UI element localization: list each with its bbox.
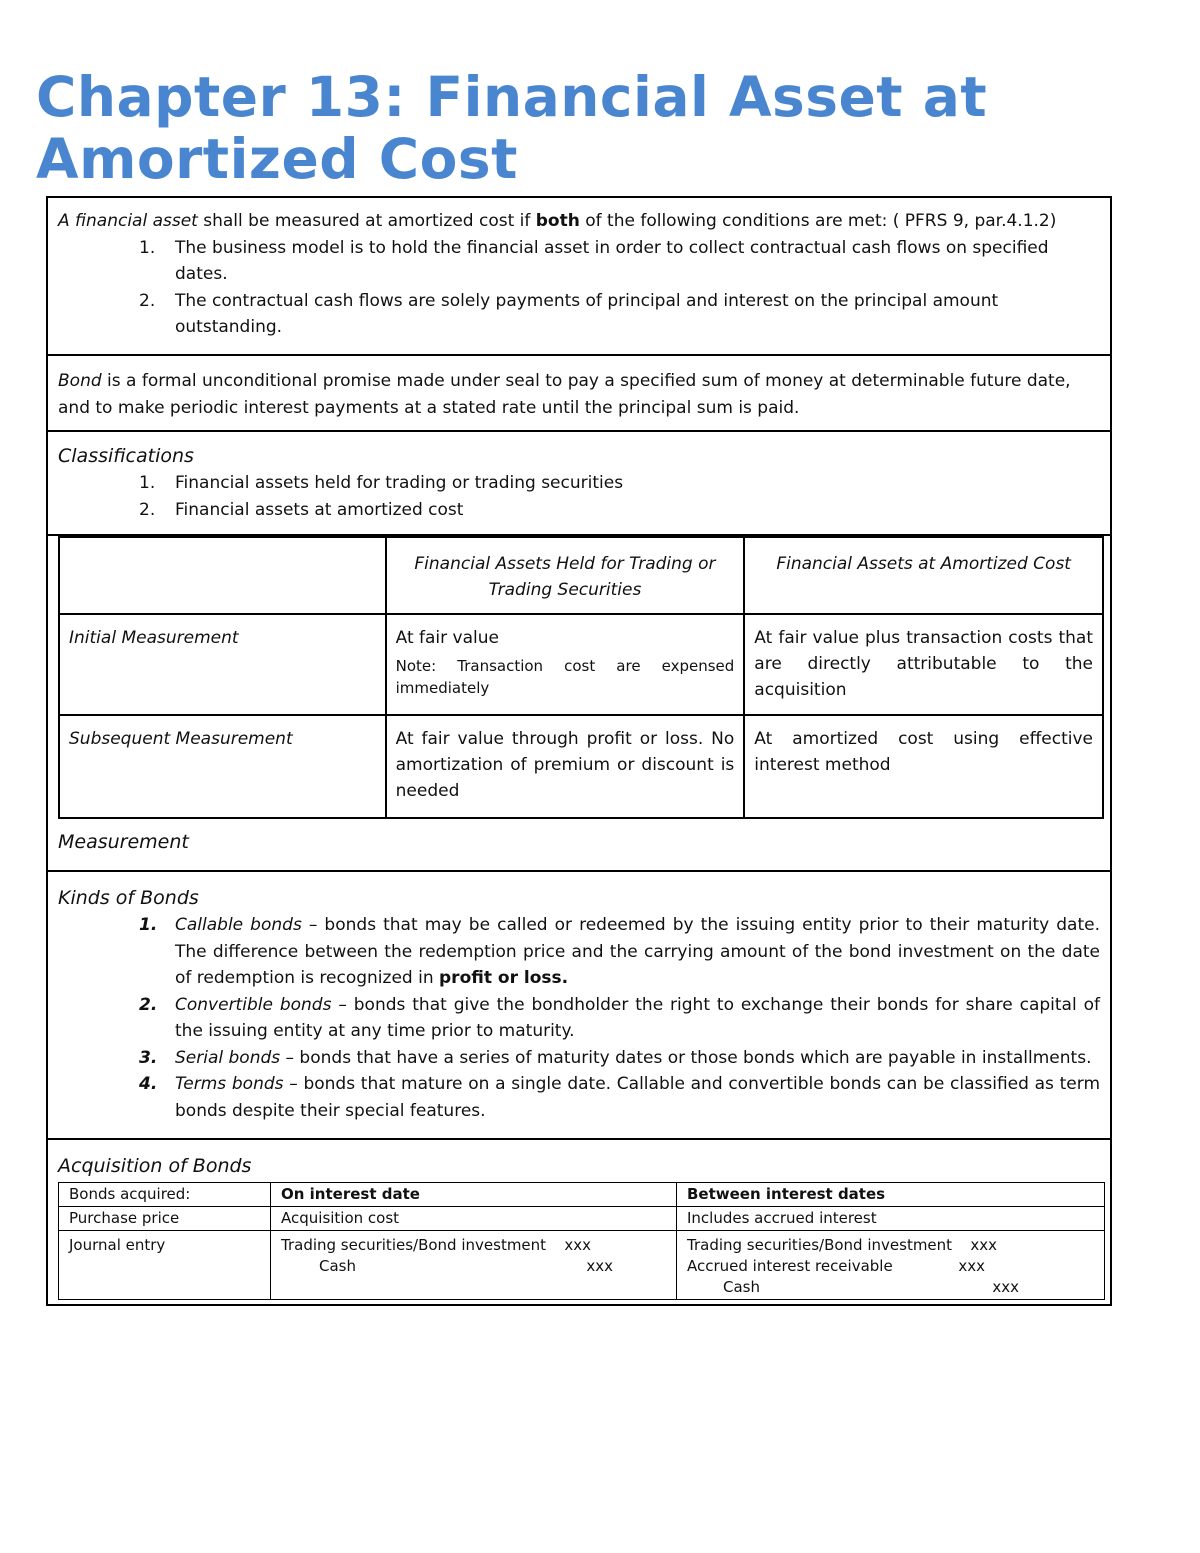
comparison-section [48, 536, 1110, 872]
table-row [59, 614, 1103, 715]
journal-account: Cash [319, 1257, 356, 1275]
table-row-label: Initial Measurement [59, 614, 386, 715]
table-cell [386, 614, 745, 715]
page-title: Chapter 13: Financial Asset at Amortized Cost [36, 65, 988, 191]
journal-amount: xxx [564, 1236, 591, 1254]
list-number: 4. [139, 1074, 158, 1094]
list-text: The contractual cash flows are solely payments of principal and interest on the principal amount outstanding. [175, 290, 999, 337]
bond-kind-term: Convertible bonds [175, 994, 332, 1015]
list-item [58, 912, 1100, 992]
journal-line [687, 1277, 1019, 1298]
table-header-cell: Financial Assets Held for Trading or Trading Securities [386, 537, 745, 614]
table-header-cell: On interest date [271, 1183, 677, 1207]
acquisition-heading: Acquisition of Bonds [58, 1155, 252, 1177]
kinds-list [58, 912, 1100, 1124]
journal-amount: xxx [586, 1257, 613, 1275]
table-cell: At fair value plus transaction costs that are directly attributable to the acquisition [744, 614, 1103, 715]
list-item [58, 992, 1100, 1045]
content-frame [46, 196, 1112, 1306]
list-number: 1. [139, 915, 158, 935]
journal-entry-cell [271, 1231, 677, 1300]
list-number: 2. [139, 290, 156, 311]
definition-text-a: shall be measured at amortized cost if [197, 211, 536, 231]
bond-kind-bold: profit or loss [439, 968, 562, 988]
kinds-heading: Kinds of Bonds [58, 887, 199, 909]
definition-list [58, 235, 1100, 341]
list-item [58, 235, 1100, 288]
classifications-section [48, 432, 1110, 536]
table-row-label: Subsequent Measurement [59, 715, 386, 818]
list-number: 1. [139, 237, 156, 258]
table-header-cell: Between interest dates [677, 1183, 1105, 1207]
bond-kind-term: Serial bonds [175, 1047, 281, 1068]
journal-account: Cash [723, 1278, 760, 1296]
list-item [58, 1071, 1100, 1124]
cell-text: At fair value [395, 628, 499, 648]
list-text: Financial assets held for trading or trading securities [175, 473, 624, 493]
list-number: 3. [139, 1047, 158, 1068]
table-cell: Bonds acquired: [59, 1183, 271, 1207]
bond-kind-text: – bonds that give the bondholder the right to exchange their bonds for share capital of the issuing entity at any time prior to maturity. [175, 994, 1100, 1041]
list-text: The business model is to hold the financial asset in order to collect contractual cash flows on specified dates. [175, 237, 1049, 284]
journal-account: Trading securities/Bond investment [687, 1236, 953, 1254]
table-cell: At amortized cost using effective interest method [744, 715, 1103, 818]
kinds-section [48, 872, 1110, 1140]
definition-term: A financial asset [58, 211, 198, 231]
table-cell: Includes accrued interest [677, 1207, 1105, 1231]
table-row [59, 715, 1103, 818]
table-header-cell: Financial Assets at Amortized Cost [744, 537, 1103, 614]
journal-line [281, 1256, 613, 1277]
list-item [58, 288, 1100, 341]
definition-both: both [535, 211, 580, 231]
classifications-heading: Classifications [58, 445, 194, 467]
list-item [58, 1045, 1100, 1072]
journal-amount: xxx [958, 1257, 985, 1275]
comparison-table [58, 536, 1104, 819]
table-row [59, 537, 1103, 614]
measurement-heading: Measurement [58, 831, 189, 853]
journal-line [687, 1256, 985, 1277]
bond-term: Bond [58, 371, 102, 391]
definition-text-b: of the following conditions are met: ( PFRS 9, par.4.1.2) [579, 211, 1057, 231]
classifications-list [58, 470, 1100, 523]
journal-line [687, 1235, 997, 1256]
journal-amount: xxx [970, 1236, 997, 1254]
bond-kind-term: Terms bonds [175, 1074, 284, 1094]
table-row [59, 1231, 1105, 1300]
journal-amount: xxx [992, 1278, 1019, 1296]
table-header-cell [59, 537, 386, 614]
acquisition-table [58, 1182, 1105, 1300]
cell-note: Note: Transaction cost are expensed immediately [395, 657, 735, 697]
list-item [58, 497, 1100, 524]
list-number: 1. [139, 473, 156, 493]
list-text: Financial assets at amortized cost [175, 499, 464, 520]
journal-line [281, 1235, 591, 1256]
table-row [59, 1183, 1105, 1207]
definition-intro [58, 208, 1100, 235]
table-cell: Acquisition cost [271, 1207, 677, 1231]
journal-account: Accrued interest receivable [687, 1257, 893, 1275]
definition-section [48, 198, 1110, 356]
acquisition-section [48, 1140, 1110, 1304]
bond-kind-term: Callable bonds [175, 915, 302, 935]
table-cell: Purchase price [59, 1207, 271, 1231]
table-row [59, 1207, 1105, 1231]
journal-account: Trading securities/Bond investment [281, 1236, 547, 1254]
bond-kind-text: – bonds that may be called or redeemed by the issuing entity prior to their maturity date. The difference between the redemption price and the carrying amount of the bond investment on the date of redemption is recognized in [175, 915, 1100, 988]
list-number: 2. [139, 499, 156, 520]
bond-kind-text: – bonds that have a series of maturity dates or those bonds which are payable in installments. [280, 1047, 1092, 1068]
bond-definition: is a formal unconditional promise made under seal to pay a specified sum of money at determinable future date, and to make periodic interest payments at a stated rate until the principal sum is paid. [58, 371, 1071, 418]
list-item [58, 470, 1100, 497]
list-number: 2. [139, 994, 158, 1015]
bond-kind-end: . [561, 968, 569, 988]
bond-section [48, 356, 1110, 432]
journal-entry-cell [677, 1231, 1105, 1300]
table-cell: Journal entry [59, 1231, 271, 1300]
bond-kind-text: – bonds that mature on a single date. Callable and convertible bonds can be classified as term bonds despite their special features. [175, 1074, 1101, 1121]
table-cell: At fair value through profit or loss. No amortization of premium or discount is needed [386, 715, 745, 818]
